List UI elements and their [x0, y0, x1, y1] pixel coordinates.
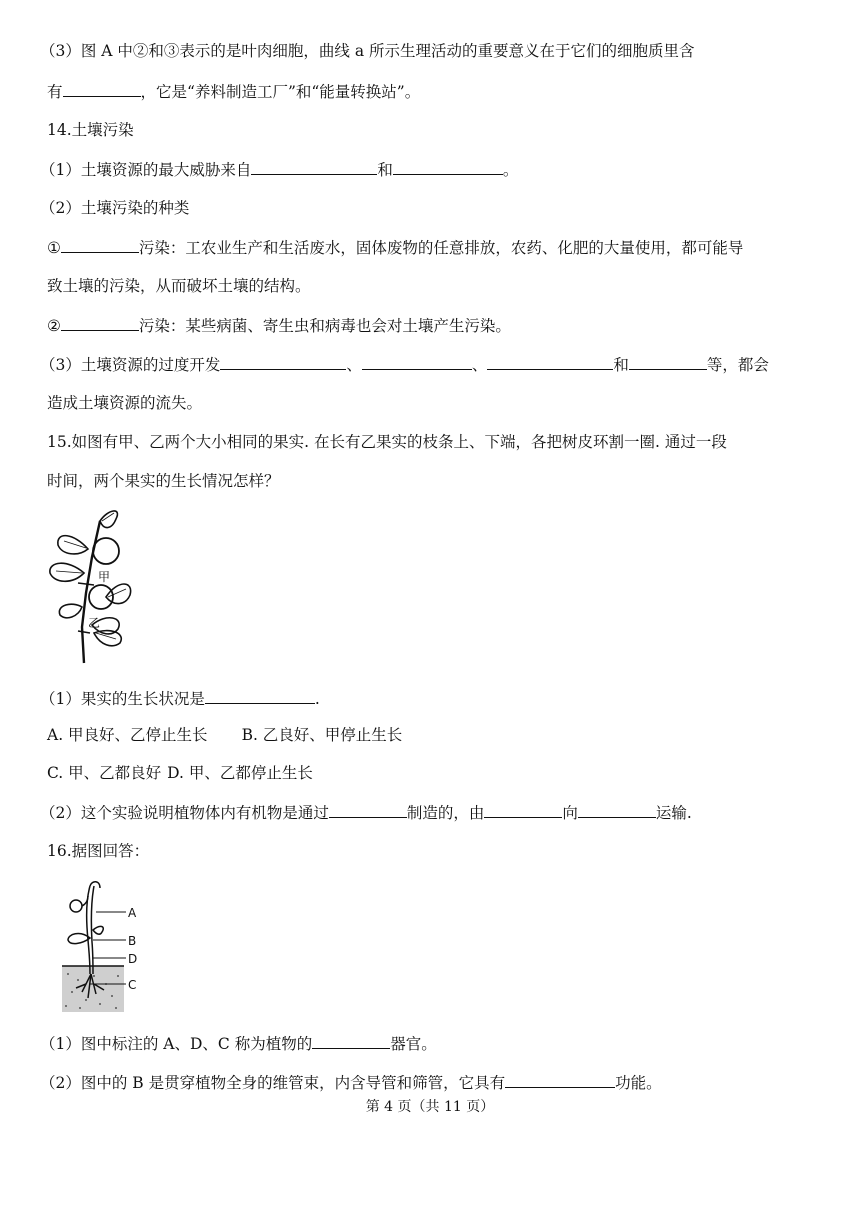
answer-blank[interactable]: [251, 158, 377, 175]
q14-part3-line2: 造成土壤资源的流失。: [47, 394, 203, 412]
q16-part2: （2）图中的 B 是贯穿植物全身的维管束，内含导管和筛管，它具有 功能。: [40, 1071, 662, 1094]
q14-choice2: ② 污染：某些病菌、寄生虫和病毒也会对土壤产生污染。: [47, 314, 511, 337]
answer-blank[interactable]: [61, 236, 139, 253]
q14-part1: （1）土壤资源的最大威胁来自 和 。: [40, 158, 518, 181]
label-c: C: [128, 978, 137, 992]
q15-options-ab: [47, 724, 402, 746]
answer-blank[interactable]: [505, 1071, 615, 1088]
answer-blank[interactable]: [362, 353, 472, 370]
q14-part2: （2）土壤污染的种类: [40, 199, 190, 217]
fruit-label-jia: 甲: [98, 570, 111, 584]
q15-options-cd: [47, 762, 313, 784]
fruit-branch-figure: [44, 507, 152, 665]
q15-part2: （2）这个实验说明植物体内有机物是通过 制造的，由 向 运输.: [40, 801, 692, 824]
answer-blank[interactable]: [312, 1032, 390, 1049]
option-c[interactable]: C. 甲、乙都良好: [47, 764, 162, 782]
q13-part3-line1: （3）图 A 中②和③表示的是叶肉细胞，曲线 a 所示生理活动的重要意义在于它们的细胞质里含: [40, 42, 695, 60]
label-b: B: [128, 934, 137, 948]
q14-choice1-line2: 致土壤的污染，从而破坏土壤的结构。: [47, 277, 311, 295]
plant-diagram: [60, 880, 150, 1014]
label-d: D: [128, 952, 138, 966]
label-a: A: [128, 906, 137, 920]
answer-blank[interactable]: [205, 687, 315, 704]
q14-choice1-line1: ① 污染：工农业生产和生活废水，固体废物的任意排放，农药、化肥的大量使用，都可能导: [47, 236, 743, 259]
page-footer: 第 4 页（共 11 页）: [365, 1099, 495, 1115]
answer-blank[interactable]: [220, 353, 346, 370]
q15-stem-line1: 15.如图有甲、乙两个大小相同的果实. 在长有乙果实的枝条上、下端，各把树皮环割一圈. 通过一段: [47, 433, 727, 451]
option-a[interactable]: A. 甲良好、乙停止生长: [47, 726, 208, 744]
option-d[interactable]: D. 甲、乙都停止生长: [167, 764, 313, 782]
answer-blank[interactable]: [63, 80, 141, 97]
answer-blank[interactable]: [484, 801, 562, 818]
q15-stem-line2: 时间，两个果实的生长情况怎样？: [47, 472, 280, 490]
q13-part3-line2: 有 ，它是“养料制造工厂”和“能量转换站”。: [47, 80, 420, 103]
answer-blank[interactable]: [393, 158, 503, 175]
answer-blank[interactable]: [629, 353, 707, 370]
q16-part1: （1）图中标注的 A、D、C 称为植物的 器官。: [40, 1032, 437, 1055]
answer-blank[interactable]: [329, 801, 407, 818]
answer-blank[interactable]: [487, 353, 613, 370]
q14-part3-line1: （3）土壤资源的过度开发 、 、 和 等，都会: [40, 353, 769, 376]
fruit-label-yi: 乙: [88, 616, 101, 630]
q15-part1: （1）果实的生长状况是 .: [40, 687, 320, 710]
answer-blank[interactable]: [578, 801, 656, 818]
q14-title: 14.土壤污染: [47, 121, 134, 139]
q16-stem: 16.据图回答：: [47, 842, 150, 860]
answer-blank[interactable]: [61, 314, 139, 331]
option-b[interactable]: B. 乙良好、甲停止生长: [241, 726, 403, 744]
